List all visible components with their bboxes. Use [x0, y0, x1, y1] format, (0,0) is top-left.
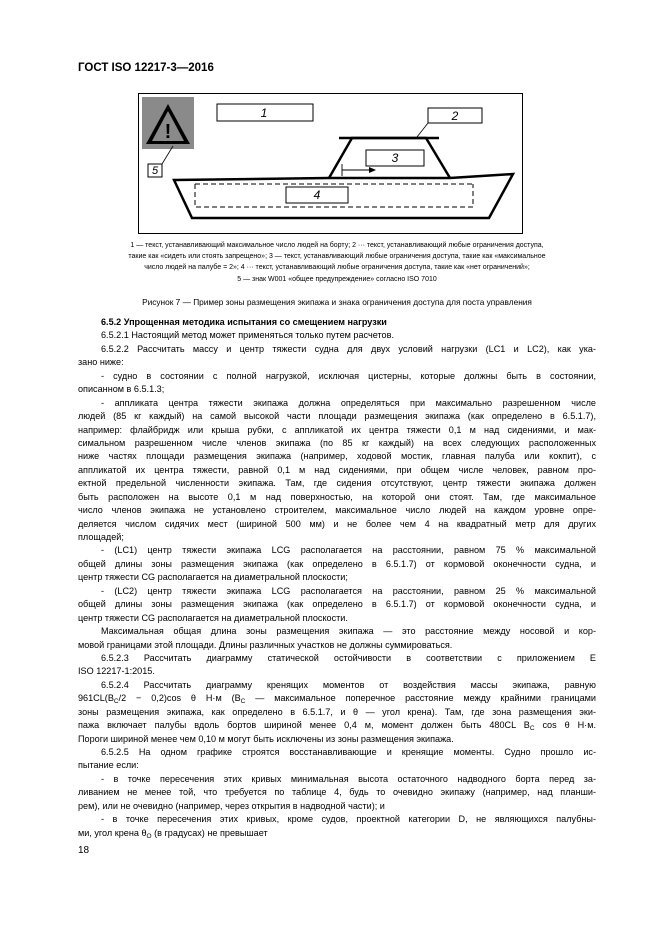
paragraph-line: площадей; — [78, 532, 124, 542]
paragraph-line: деляется числом сидячих мест (шириной 500 мм) и не более чем 4 на квадратный метр для других — [78, 518, 596, 529]
figure-caption: Рисунок 7 — Пример зоны размещения экипажа и знака ограничения доступа для поста управления — [142, 297, 532, 307]
boat-illustration — [139, 94, 524, 235]
paragraph-line: - в точке пересечения этих кривых минимальная высота остаточного надводного борта перед за- — [101, 773, 596, 784]
paragraph-line: - аппликата центра тяжести экипажа должна определяться при максимально разрешенном числе — [101, 397, 596, 408]
paragraph-line: ливанием не менее той, что требуется по таблице 4, будь то очевидно экипажу (например, над планши- — [78, 787, 596, 798]
paragraph-line: 6.5.2.4 Рассчитать диаграмму кренящих моментов от воздействия массы экипажа, равную — [101, 679, 596, 690]
paragraph-line: рем), или не очевидно (например, через открытия в надводной части); и — [78, 800, 385, 811]
label-2: 2 — [451, 109, 459, 123]
paragraph-line: ектной предельной численности экипажа. Там, где сидения отсутствуют, центр тяжести экипажа должен — [78, 478, 596, 489]
label-1: 1 — [260, 106, 268, 120]
paragraph-line: 6.5.2.5 На одном графике строятся восстанавливающие и кренящие моменты. Судно прошло ис- — [101, 747, 596, 757]
paragraph-line: пажа включает палубы вдоль бортов шириной менее 0,4 м, момент должен быть 480CL $B_C$ cos θ H·м. — [78, 720, 596, 733]
paragraph-line: - (LC2) центр тяжести экипажа LCG располагается на расстоянии, равном 25 % максимальной — [101, 585, 596, 596]
paragraph-line: центр тяжести CG располагается на диаметральной плоскости; — [78, 572, 348, 583]
section-heading: 6.5.2 Упрощенная методика испытания со смещением нагрузки — [101, 317, 387, 327]
legend-line: 5 — знак W001 «общее предупреждение» согласно ISO 7010 — [237, 275, 437, 283]
figure-7-boat-diagram — [138, 93, 523, 234]
paragraph-line: людей (85 кг каждый) на самой высокой части площади размещения экипажа (как определено в 6.5.1.7), — [78, 411, 596, 422]
paragraph-line: аппликатой их центра тяжести, равной 0,1 м над сидениями, при общем числе человек, равном про- — [78, 464, 596, 475]
paragraph-line: пытание если: — [78, 760, 139, 771]
paragraph-line: общей длины зоны размещения экипажа (как определено в 6.5.1.7) от кормовой оконечности судна, и — [78, 558, 596, 569]
paragraph-line: 6.5.2.1 Настоящий метод может применяться только путем расчетов. — [101, 330, 394, 341]
paragraph-line: общей длины зоны размещения экипажа (как определено в 6.5.1.7) от кормовой оконечности судна, и — [78, 599, 596, 610]
document-body — [78, 316, 596, 840]
paragraph-line: например: флайбридж или крыша рубки, с аппликатой их центра тяжести 0,1 м над сидениями, и мак- — [78, 424, 596, 435]
document-header: ГОСТ ISO 12217-3—2016 — [78, 62, 214, 74]
paragraph-line: симальном разрешенном числе членов экипажа (по 85 кг каждый) на всех следующих расположенных — [78, 437, 596, 448]
page-number: 18 — [78, 845, 90, 856]
paragraph-line: ми, угол крена $\theta_O$ (в градусах) не превышает — [78, 827, 268, 840]
label-3: 3 — [391, 151, 399, 165]
paragraph-line: зоны размещения экипажа, как определено в 6.5.1.7, и θ — угол крена). Там, где зона размещения эки- — [78, 706, 596, 717]
paragraph-line: быть расположен на высоте 0,1 м над поверхностью, на которой они стоят. Там, где максимальное — [78, 491, 596, 502]
paragraph-line: мовой границами этой площади. Длины различных участков не должны суммироваться. — [78, 639, 453, 650]
paragraph-line: 6.5.2.3 Рассчитать диаграмму статической остойчивости в соответствии с приложением E — [101, 652, 596, 663]
paragraph-line: Пороги шириной менее чем 0,10 м могут быть исключены из зоны размещения экипажа. — [78, 733, 454, 744]
paragraph-line: центр тяжести CG располагается на диаметральной плоскости. — [78, 612, 348, 623]
legend-line: такие как «сидеть или стоять запрещено»; 3 — текст, устанавливающий любые ограничения доступа, такие как «максимальное — [128, 253, 546, 261]
paragraph-line: ниже частях площади размещения экипажа (например, ходовой мостик, главная палуба или кокпит), с — [78, 451, 596, 462]
paragraph-line: описанном в 6.5.1.3; — [78, 384, 165, 395]
label-5: 5 — [151, 165, 159, 177]
paragraph-line: зано ниже: — [78, 357, 124, 368]
figure-legend — [78, 240, 596, 285]
paragraph-line: - (LC1) центр тяжести экипажа LCG располагается на расстоянии, равном 75 % максимальной — [101, 545, 596, 556]
paragraph-line: ISO 12217-1:2015. — [78, 666, 155, 677]
paragraph-line: - в точке пересечения этих кривых, кроме судов, проектной категории D, не являющихся палубны- — [101, 814, 596, 825]
paragraph-line: Максимальная общая длина зоны размещения экипажа — это расстояние между носовой и кор- — [101, 626, 596, 637]
paragraph-line: число членов экипажа не установлено строителем, максимальное число людей на каждом уровне опре- — [78, 505, 596, 516]
paragraph-line: $961CL(B_C/2 - 0,2)\cos$ θ H·м ($B_C$ — максимальное поперечное расстояние между крайними границами — [78, 693, 596, 706]
label-4: 4 — [313, 188, 321, 202]
legend-line: 1 — текст, устанавливающий максимальное число людей на борту; 2 ··· текст, устанавливающий любые ограничения доступа, — [130, 242, 544, 249]
legend-line: число людей на палубе = 2»; 4 ··· текст, устанавливающий любые ограничения доступа, такие как «нет ограничений»; — [144, 264, 530, 272]
paragraph-line: - судно в состоянии с полной нагрузкой, исключая цистерны, которые должны быть в состоянии, — [101, 370, 596, 381]
exclamation-mark: ! — [164, 121, 172, 143]
paragraph-line: 6.5.2.2 Рассчитать массу и центр тяжести судна для двух условий нагрузки (LC1 и LC2), как ука- — [101, 343, 596, 354]
